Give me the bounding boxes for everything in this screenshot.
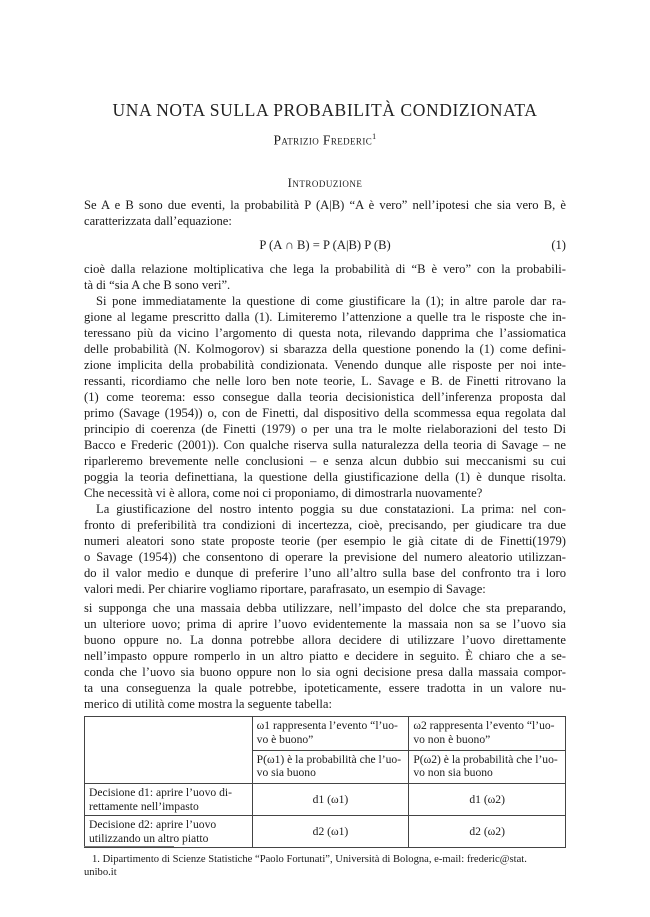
table-outcome-cell: d1 (ω1) bbox=[252, 784, 409, 816]
utility-table bbox=[84, 716, 566, 848]
paragraph-line: tà di “sia A che B sono veri”. bbox=[84, 278, 231, 292]
paragraph-line: valori medi. Per chiarire vogliamo riportare, parafrasato, un esempio di Savage: bbox=[84, 582, 486, 596]
table-header-event-1: ω1 rappresenta l’evento “l’uo-vo è buono” bbox=[252, 717, 409, 751]
footnote-rule bbox=[84, 846, 174, 847]
section-heading: Introduzione bbox=[287, 176, 363, 190]
paragraph-line: Si pone immediatamente la questione di come giustificare la (1); in altre parole dar ra- bbox=[96, 294, 566, 308]
author-name-text: Patrizio Frederic bbox=[273, 132, 373, 148]
equation-number: (1) bbox=[551, 238, 566, 252]
paragraph-line: Bacco e Frederic (2001)). Con qualche riserva sulla naturalezza della teoria di Savage – ne bbox=[84, 438, 566, 452]
table-decision-cell: Decisione d2: aprire l’uovo utilizzando un altro piatto bbox=[85, 816, 253, 848]
table-header-row bbox=[85, 717, 566, 751]
table-row bbox=[85, 784, 566, 816]
intro-line: Se A e B sono due eventi, la probabilità P (A|B) “A è vero” nell’ipotesi che sia vero B, è bbox=[84, 198, 566, 212]
author-footnote-mark: 1 bbox=[372, 132, 377, 141]
footnote-line: 1. Dipartimento di Scienze Statistiche “Paolo Fortunati”, Università di Bologna, e-mail: frederic@stat. bbox=[92, 854, 527, 865]
paragraph-line: Che necessità vi è allora, come noi ci proponiamo, di dimostrarla nuovamente? bbox=[84, 486, 483, 500]
table-decision-cell: Decisione d1: aprire l’uovo di-rettamente nell’impasto bbox=[85, 784, 253, 816]
table-header-event-2: ω2 rappresenta l’evento “l’uo-vo non è buono” bbox=[409, 717, 566, 751]
paragraph-line: La giustificazione del nostro intento poggia su due constatazioni. La prima: nel con- bbox=[96, 502, 566, 516]
paragraph-line: do il valor medio e dunque di preferire l’uno all’altro sulla base del confronto tra i loro bbox=[84, 566, 566, 580]
table-outcome-cell: d2 (ω2) bbox=[409, 816, 566, 848]
table-outcome-cell: d1 (ω2) bbox=[409, 784, 566, 816]
table-corner-cell bbox=[85, 717, 253, 784]
author-name bbox=[84, 132, 566, 149]
equation-body: P (A ∩ B) = P (A|B) P (B) bbox=[259, 238, 391, 252]
table-row bbox=[85, 816, 566, 848]
paragraph-line: zione implicita della probabilità condizionata. Venendo dunque alle risposte per noi inte- bbox=[84, 358, 566, 372]
table-outcome-cell: d2 (ω1) bbox=[252, 816, 409, 848]
paragraph-line: delle probabilità (N. Kolmogorov) si sbarazza della questione ponendo la (1) come defini- bbox=[84, 342, 566, 356]
equation bbox=[84, 237, 566, 253]
paragraph-line: o Savage (1954)) che consentono di operare la previsione del numero aleatorio utilizzan- bbox=[84, 550, 566, 564]
example-line: merico di utilità come mostra la seguente tabella: bbox=[84, 697, 332, 711]
paragraph-line: fronto di preferibilità tra condizioni di incertezza, cioè, precisando, per giudicare tra due bbox=[84, 518, 566, 532]
paragraph-line: numeri aleatori sono state proposte teorie (per esempio le già citate di de Finetti(1979) bbox=[84, 534, 566, 548]
example-line: nell’impasto oppure romperlo in un altro piatto e decidere in seguito. È chiaro che a se- bbox=[84, 649, 566, 663]
example-line: buono oppure no. La donna potrebbe allora decidere di utilizzare l’uovo direttamente bbox=[84, 633, 566, 647]
example-line: ta una conseguenza la quale potrebbe, ipoteticamente, essere tradotta in un valore nu- bbox=[84, 681, 566, 695]
intro-line: caratterizzata dall’equazione: bbox=[84, 214, 232, 228]
paragraph-line: teressano più da vicino l’argomento di questa nota, rilevando dapprima che l’assiomatica bbox=[84, 326, 566, 340]
example-line: conda che l’uovo sia buono oppure non lo sia ogni decisione presa dalla massaia compor- bbox=[84, 665, 566, 679]
paragraph-line: (1) come teorema: esso consegue dalla teoria decisionistica dell’inferenza proposta dal bbox=[84, 390, 566, 404]
paragraph-line: riparleremo brevemente nelle conclusioni – e senza alcun dubbio sui meccanismi su cui bbox=[84, 454, 566, 468]
footnote-line: unibo.it bbox=[84, 867, 117, 878]
paragraph-line: ressanti, ricordiamo che nelle loro ben note teorie, L. Savage e B. de Finetti ritrovano la bbox=[84, 374, 566, 388]
table-header-prob-1: P(ω1) è la probabilità che l’uo-vo sia buono bbox=[252, 750, 409, 784]
paragraph-line: gione al legame prescritto dalla (1). Limiteremo l’attenzione a quelle tra le risposte che in- bbox=[84, 310, 566, 324]
paragraph-line: principio di coerenza (de Finetti (1979) o per una tra le molte rielaborazioni del testo Di bbox=[84, 422, 566, 436]
paragraph-line: poggia la teoria definettiana, la questione della giustificazione della (1) è dunque risolta. bbox=[84, 470, 566, 484]
example-line: un ulteriore uovo; prima di aprire l’uovo evidentemente la massaia non sa se l’uovo sia bbox=[84, 617, 566, 631]
table-header-prob-2: P(ω2) è la probabilità che l’uo-vo non sia buono bbox=[409, 750, 566, 784]
paragraph-line: primo (Savage (1954)) o, con de Finetti, dal dispositivo della scommessa equa regolata dal bbox=[84, 406, 566, 420]
paragraph-line: cioè dalla relazione moltiplicativa che lega la probabilità di “B è vero” con la probabili- bbox=[84, 262, 566, 276]
paper-title: UNA NOTA SULLA PROBABILITÀ CONDIZIONATA bbox=[112, 100, 538, 120]
example-line: si supponga che una massaia debba utilizzare, nell’impasto del dolce che sta preparando, bbox=[84, 601, 566, 615]
